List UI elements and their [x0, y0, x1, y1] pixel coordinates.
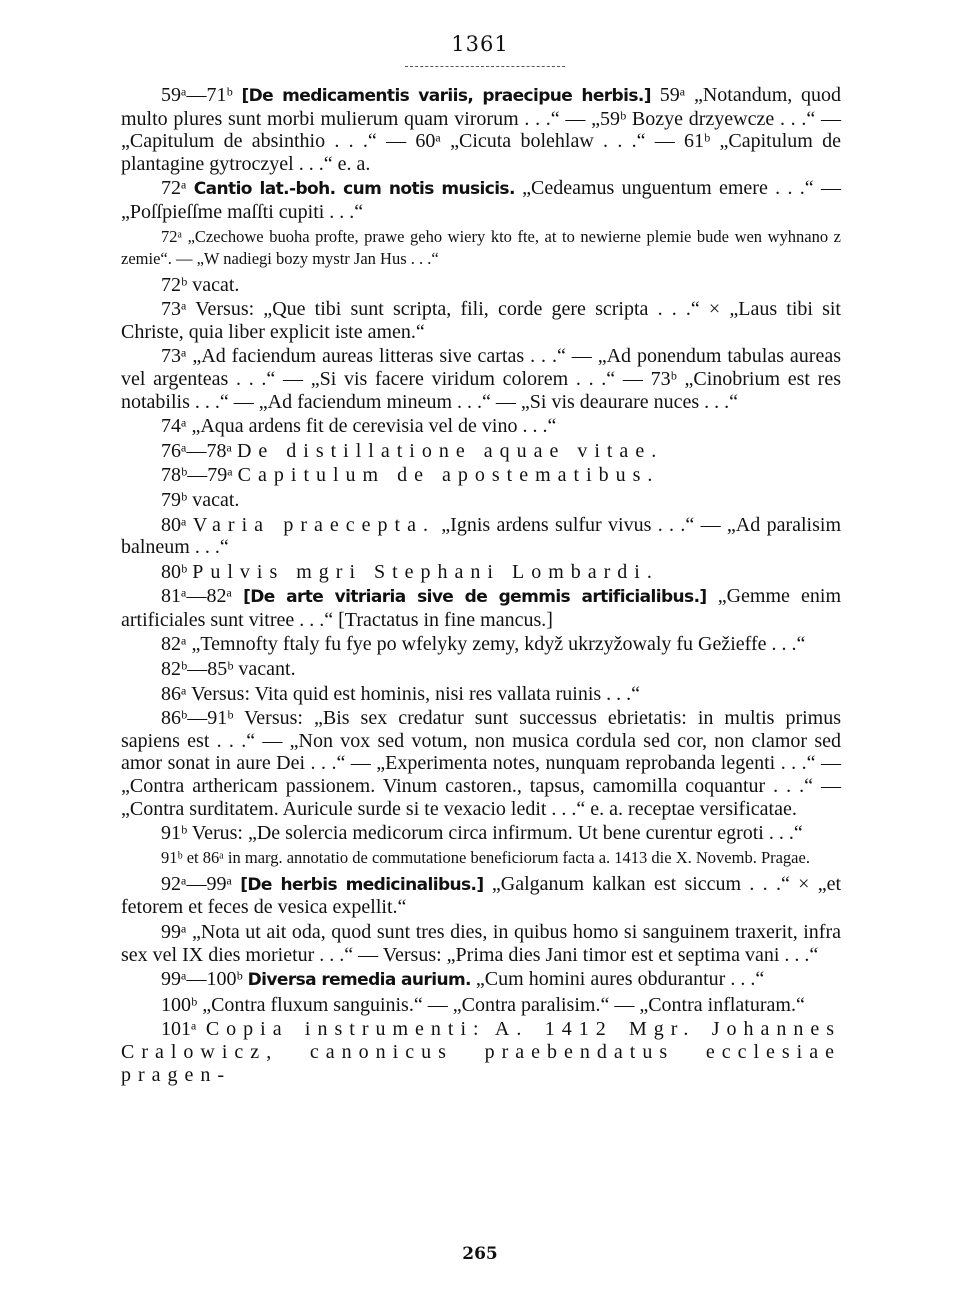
folio-reference: 86ᵃ	[161, 682, 187, 705]
catalog-entry	[121, 994, 841, 1017]
catalog-entry	[121, 921, 841, 966]
catalog-entry	[121, 177, 841, 223]
entry-text: vacat.	[192, 273, 240, 296]
folio-reference: 73ᵃ	[161, 345, 187, 368]
catalog-entry	[121, 683, 841, 706]
catalog-entry	[121, 873, 841, 919]
folio-reference: 80ᵇ	[161, 560, 188, 583]
folio-reference: 74ᵃ	[161, 415, 187, 438]
catalog-entry	[121, 489, 841, 512]
catalog-entries	[121, 84, 841, 1088]
folio-reference: 100ᵇ	[161, 993, 198, 1016]
catalog-entry	[121, 464, 841, 487]
catalog-entry	[121, 585, 841, 631]
folio-reference: 80ᵃ	[161, 513, 187, 536]
folio-reference: 91ᵇ	[161, 822, 188, 845]
entry-text: Versus: „Que tibi sunt scripta, fili, corde gere scripta . . .“ × „Laus tibi sit Christe, quia liber explicit iste amen.“	[121, 298, 841, 343]
catalog-entry	[121, 707, 841, 820]
spaced-title: De distillatione aquae vitae.	[236, 439, 664, 462]
catalog-entry	[121, 84, 841, 175]
folio-reference: 76ᵃ—78ᵃ	[161, 439, 232, 462]
page-number-top: 1361	[451, 32, 509, 56]
entry-text: Versus: Vita quid est hominis, nisi res vallata ruinis . . .“	[191, 682, 641, 705]
folio-reference: 72ᵇ	[161, 273, 188, 296]
entry-text: „Czechowe buoha profte, prawe geho wiery kto fte, at to newierne plemie bude wen wyhnano z zemie“. — „W nadiegi bozy mystr Jan Hus . . .“	[121, 226, 842, 268]
entry-text: Versus: „Bis sex credatur sunt successus ebrietatis: in multis primus sapiens est . . .“ — „Non vox sed votum, non musica cordula sed cor, non clamor sed amor sonat in aure Dei . . .“ — „Experimenta notes, nunquam reprobanda legenti . . .“ — „Contra arthericam passionem. Vinum castoren., tapsus, camomilla coquantur . . .“ — „Contra surditatem. Auricule surde si te vexacio ledit . . .“ e. a. receptae versificatae.	[121, 707, 841, 820]
catalog-entry	[121, 514, 841, 559]
spaced-title: Varia praecepta.	[192, 513, 435, 536]
catalog-entry	[121, 415, 841, 438]
folio-reference: 99ᵃ—100ᵇ	[161, 968, 243, 991]
entry-text: 59ᵃ „Notandum, quod multo plures sunt morbi mulierum quam virorum . . .“ — „59ᵇ Bozye drzyewcze . . .“ — „Capitulum de absinthio . . .“ — 60ᵃ „Cicuta bolehlaw . . .“ — 61ᵇ „Capitulum de plantagine gytroczyel . . .“ e. a.	[121, 84, 842, 175]
entry-text: „Cum homini aures obdurantur . . .“	[475, 968, 765, 991]
folio-reference: 82ᵇ—85ᵇ	[161, 658, 234, 681]
folio-reference: 86ᵇ—91ᵇ	[161, 707, 234, 730]
spaced-title: Pulvis mgri Stephani Lombardi.	[192, 560, 659, 583]
folio-reference: 72ᵃ	[161, 177, 187, 200]
entry-text: „Nota ut ait oda, quod sunt tres dies, in quibus homo si sanguinem traxerit, infra sex vel IX dies morietur . . .“ — Versus: „Prima dies Jani timor est et septima vani . . .“	[121, 921, 841, 966]
catalog-entry	[121, 658, 841, 681]
catalog-entry	[121, 968, 841, 992]
entry-text: vacant.	[238, 658, 296, 681]
catalog-entry	[121, 298, 841, 343]
folio-reference: 92ᵃ—99ᵃ	[161, 872, 232, 895]
folio-reference: 101ᵃ	[161, 1018, 197, 1041]
entry-title: Cantio lat.-boh. cum notis musicis.	[193, 179, 515, 200]
catalog-entry	[121, 226, 841, 270]
folio-reference: 72ᵃ	[161, 226, 183, 246]
header-rule	[405, 66, 565, 67]
catalog-entry	[121, 345, 841, 413]
spaced-title: Capitulum de apostematibus.	[237, 464, 660, 487]
folio-reference: 78ᵇ—79ᵃ	[161, 464, 233, 487]
catalog-entry	[121, 440, 841, 463]
folio-reference: 73ᵃ	[161, 298, 187, 321]
catalog-entry	[121, 847, 841, 869]
folio-reference: 79ᵇ	[161, 488, 188, 511]
catalog-entry	[121, 1018, 841, 1086]
entry-text: „Aqua ardens fit de cerevisia vel de vino . . .“	[191, 415, 557, 438]
entry-text: „Contra fluxum sanguinis.“ — „Contra paralisim.“ — „Contra inflaturam.“	[202, 993, 805, 1016]
folio-reference: 82ᵃ	[161, 633, 187, 656]
entry-text: „Galganum kalkan est siccum . . .“ × „et fetorem et feces de vesica expellit.“	[121, 872, 841, 919]
entry-text: A. 1412 Mgr. Johannes Cralowicz, canonicus praebendatus ecclesiae pragen-	[121, 1018, 842, 1086]
folio-reference: 81ᵃ—82ᵃ	[161, 585, 232, 608]
spaced-title: Copia instrumenti:	[205, 1018, 486, 1041]
catalog-entry	[121, 274, 841, 297]
entry-title: [De medicamentis variis, praecipue herbis.]	[241, 86, 651, 106]
entry-title: [De arte vitriaria sive de gemmis artificialibus.]	[243, 587, 707, 608]
folio-reference: 91ᵇ	[161, 847, 183, 867]
entry-text: „Cedeamus unguentum emere . . .“ — „Poſſpieſſme maſſti cupiti . . .“	[121, 177, 842, 223]
entry-title: [De herbis medicinalibus.]	[240, 874, 484, 895]
entry-title: Diversa remedia aurium.	[247, 970, 471, 991]
folio-reference: 59ᵃ—71ᵇ	[161, 84, 233, 106]
catalog-entry	[121, 822, 841, 845]
entry-text: „Temnofty ftaly fu fye po wfelyky zemy, když ukrzyžowaly fu Gežieffe . . .“	[191, 633, 806, 656]
entry-text: „Ad faciendum aureas litteras sive cartas . . .“ — „Ad ponendum tabulas aureas vel argenteas . . .“ — „Si vis facere viridum colorem . . .“ — 73ᵇ „Cinobrium est res notabilis . . .“ — „Ad faciendum mineum . . .“ — „Si vis deaurare nuces . . .“	[121, 345, 841, 413]
page-number-bottom: 265	[462, 1244, 498, 1264]
entry-text: et 86ᵃ in marg. annotatio de commutatione beneficiorum facta a. 1413 die X. Novemb. Pragae.	[186, 847, 810, 867]
catalog-entry	[121, 561, 841, 584]
entry-text: vacat.	[192, 488, 240, 511]
entry-text: Verus: „De solercia medicorum circa infirmum. Ut bene curentur egroti . . .“	[191, 822, 803, 845]
entry-text: „Ignis ardens sulfur vivus . . .“ — „Ad paralisim balneum . . .“	[121, 513, 842, 559]
catalog-entry	[121, 633, 841, 656]
folio-reference: 99ᵃ	[161, 921, 187, 943]
entry-text: „Gemme enim artificiales sunt vitree . . .“ [Tractatus in fine mancus.]	[121, 585, 842, 631]
